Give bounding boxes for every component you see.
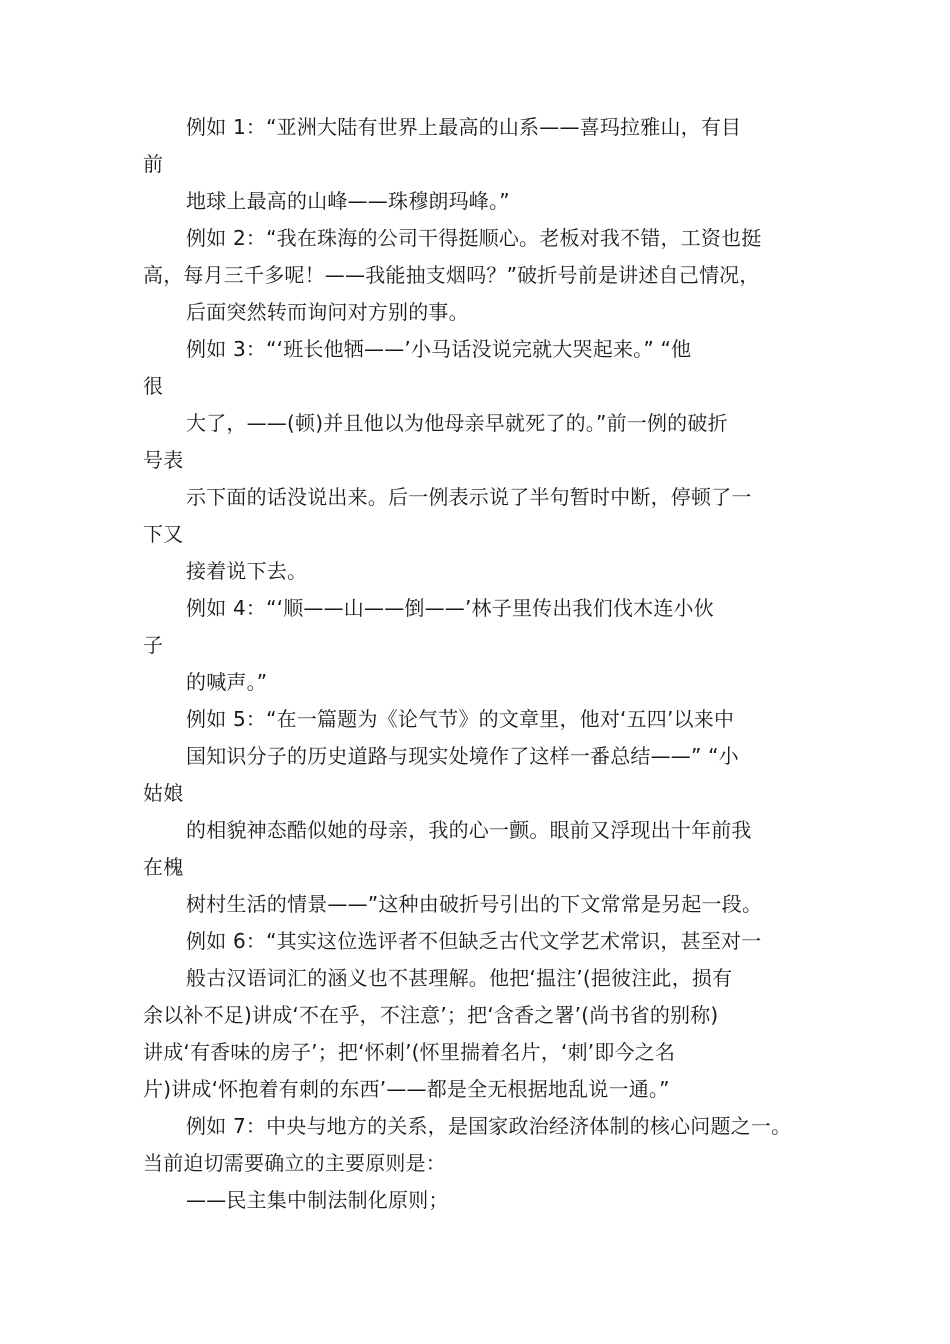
text-line: 例如 3：“‘班长他牺——’小马话没说完就大哭起来。” “他 [186, 337, 692, 361]
text-line: 子 [143, 633, 164, 657]
text-line: 地球上最高的山峰——珠穆朗玛峰。” [186, 189, 510, 213]
text-line: 般古汉语词汇的涵义也不甚理解。他把‘揾注’(挹彼注此，损有 [186, 966, 733, 990]
text-line: 例如 7：中央与地方的关系，是国家政治经济体制的核心问题之一。 [186, 1114, 792, 1138]
text-line: 后面突然转而询问对方别的事。 [186, 300, 469, 324]
text-line: 国知识分子的历史道路与现实处境作了这样一番总结——” “小 [186, 744, 739, 768]
text-line: ——民主集中制法制化原则； [186, 1188, 449, 1212]
text-line: 下又 [143, 522, 184, 546]
text-line: 接着说下去。 [186, 559, 308, 583]
text-line: 树村生活的情景——”这种由破折号引出的下文常常是另起一段。 [186, 892, 763, 916]
text-line: 例如 1：“亚洲大陆有世界上最高的山系——喜玛拉雅山，有目 [186, 115, 742, 139]
text-line: 前 [143, 152, 164, 176]
text-line: 在槐 [143, 855, 184, 879]
text-line: 大了，——(顿)并且他以为他母亲早就死了的。”前一例的破折 [186, 411, 728, 435]
text-line: 当前迫切需要确立的主要原则是： [143, 1151, 446, 1175]
text-line: 例如 2：“我在珠海的公司干得挺顺心。老板对我不错，工资也挺 [186, 226, 762, 250]
text-line: 姑娘 [143, 781, 184, 805]
text-line: 例如 6：“其实这位选评者不但缺乏古代文学艺术常识，甚至对一 [186, 929, 762, 953]
text-line: 的喊声。” [186, 670, 268, 694]
text-line: 号表 [143, 448, 184, 472]
text-line: 的相貌神态酷似她的母亲，我的心一颤。眼前又浮现出十年前我 [186, 818, 752, 842]
text-line: 例如 4：“‘顺——山——倒——’林子里传出我们伐木连小伙 [186, 596, 714, 620]
text-line: 片)讲成‘怀抱着有刺的东西’——都是全无根据地乱说一通。” [143, 1077, 670, 1101]
text-line: 讲成‘有香味的房子’；把‘怀刺’(怀里揣着名片，‘刺’即今之名 [143, 1040, 676, 1064]
text-line: 高，每月三千多呢！——我能抽支烟吗？”破折号前是讲述自己情况， [143, 263, 760, 287]
text-line: 示下面的话没说出来。后一例表示说了半句暂时中断，停顿了一 [186, 485, 752, 509]
text-line: 余以补不足)讲成‘不在乎，不注意’；把‘含香之署’(尚书省的别称) [143, 1003, 719, 1027]
text-line: 例如 5：“在一篇题为《论气节》的文章里，他对‘五四’以来中 [186, 707, 735, 731]
text-line: 很 [143, 374, 164, 398]
